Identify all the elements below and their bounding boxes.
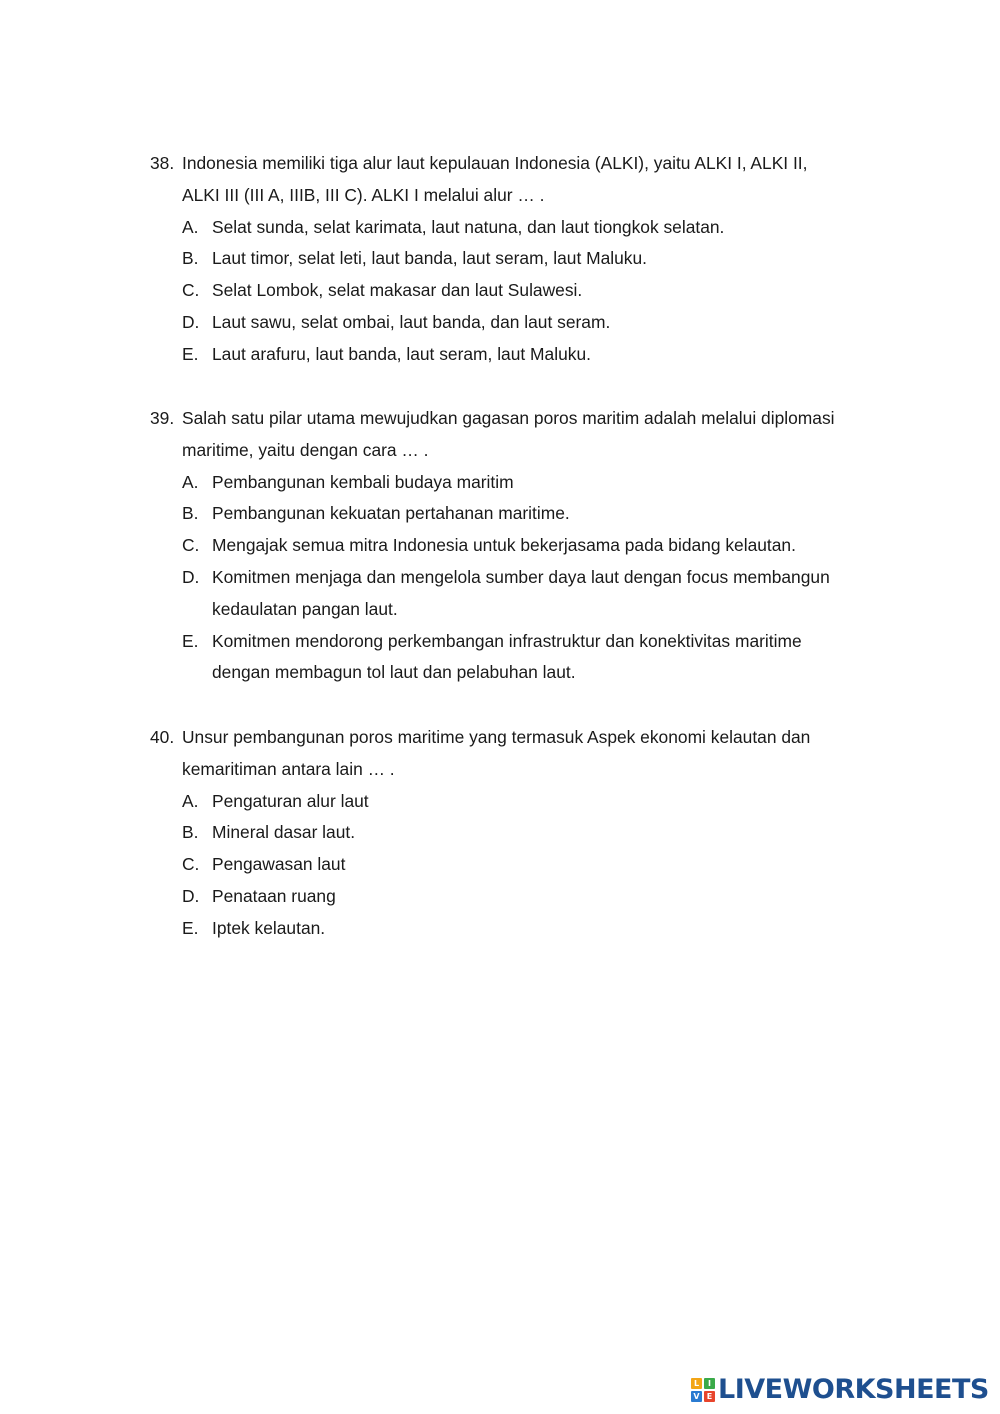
option-c[interactable]: [182, 530, 890, 562]
option-letter: C.: [182, 535, 200, 556]
option-text-line: dengan membagun tol laut dan pelabuhan laut.: [212, 662, 576, 683]
option-e[interactable]: [182, 626, 890, 690]
logo-tile-l: L: [691, 1378, 702, 1389]
option-d[interactable]: [182, 562, 890, 626]
option-letter: D.: [182, 566, 200, 587]
option-a[interactable]: [182, 786, 890, 818]
option-letter: E.: [182, 630, 199, 651]
option-letter: B.: [182, 822, 199, 843]
option-text: Pengawasan laut: [212, 854, 346, 875]
question-number: 39.: [150, 408, 175, 428]
option-letter: A.: [182, 790, 199, 811]
option-text: Selat Lombok, selat makasar dan laut Sulawesi.: [212, 280, 583, 301]
option-letter: E.: [182, 917, 199, 938]
option-text: Pengaturan alur laut: [212, 790, 369, 811]
option-b[interactable]: [182, 243, 890, 275]
option-text: [212, 626, 890, 690]
question-text-line: ALKI III (III A, IIIB, III C). ALKI I melalui alur … .: [182, 184, 545, 205]
option-text: Mengajak semua mitra Indonesia untuk bekerjasama pada bidang kelautan.: [212, 535, 796, 556]
option-text-line: Komitmen menjaga dan mengelola sumber daya laut dengan focus membangun: [212, 566, 830, 587]
question-text-line: kemaritiman antara lain … .: [182, 758, 395, 779]
logo-tile-e: E: [704, 1391, 715, 1402]
option-text: Pembangunan kekuatan pertahanan maritime.: [212, 503, 570, 524]
question-text-line: Salah satu pilar utama mewujudkan gagasan poros maritim adalah melalui diplomasi: [182, 408, 835, 428]
option-c[interactable]: [182, 849, 890, 881]
question-text-line: maritime, yaitu dengan cara … .: [182, 439, 429, 460]
option-c[interactable]: [182, 275, 890, 307]
option-b[interactable]: [182, 817, 890, 849]
option-text: Pembangunan kembali budaya maritim: [212, 471, 514, 492]
option-letter: D.: [182, 311, 200, 332]
option-text: Iptek kelautan.: [212, 917, 326, 938]
logo-tile-v: V: [691, 1391, 702, 1402]
question-number: 40.: [150, 727, 175, 747]
option-letter: C.: [182, 280, 200, 301]
option-letter: A.: [182, 216, 199, 237]
question-40: [150, 722, 890, 945]
logo-tile-i: I: [704, 1378, 715, 1389]
question-stem: [150, 403, 890, 467]
option-text: Laut arafuru, laut banda, laut seram, laut Maluku.: [212, 343, 591, 364]
option-text-line: kedaulatan pangan laut.: [212, 598, 398, 619]
option-letter: A.: [182, 471, 199, 492]
liveworksheets-logo-text: LIVEWORKSHEETS: [718, 1374, 989, 1405]
option-letter: B.: [182, 503, 199, 524]
question-number: 38.: [150, 153, 175, 173]
option-letter: B.: [182, 248, 199, 269]
answer-options: [150, 467, 890, 690]
option-d[interactable]: [182, 307, 890, 339]
option-letter: D.: [182, 885, 200, 906]
option-b[interactable]: [182, 498, 890, 530]
option-e[interactable]: [182, 913, 890, 945]
option-a[interactable]: [182, 467, 890, 499]
question-text: [182, 403, 890, 467]
option-text: [212, 562, 890, 626]
liveworksheets-logo[interactable]: [691, 1374, 989, 1406]
question-text: [182, 148, 890, 212]
option-text: Laut timor, selat leti, laut banda, laut seram, laut Maluku.: [212, 248, 647, 269]
option-e[interactable]: [182, 339, 890, 371]
question-text-line: Unsur pembangunan poros maritime yang termasuk Aspek ekonomi kelautan dan: [182, 727, 811, 747]
option-letter: E.: [182, 343, 199, 364]
option-a[interactable]: [182, 212, 890, 244]
option-text: Penataan ruang: [212, 885, 336, 906]
option-text: Laut sawu, selat ombai, laut banda, dan laut seram.: [212, 311, 611, 332]
option-letter: C.: [182, 854, 200, 875]
option-d[interactable]: [182, 881, 890, 913]
question-stem: [150, 722, 890, 786]
question-text: [182, 722, 890, 786]
option-text-line: Komitmen mendorong perkembangan infrastruktur dan konektivitas maritime: [212, 630, 802, 651]
question-38: [150, 148, 890, 371]
question-39: [150, 403, 890, 689]
answer-options: [150, 212, 890, 371]
question-stem: [150, 148, 890, 212]
option-text: Mineral dasar laut.: [212, 822, 356, 843]
question-text-line: Indonesia memiliki tiga alur laut kepulauan Indonesia (ALKI), yaitu ALKI I, ALKI II,: [182, 153, 808, 173]
option-text: Selat sunda, selat karimata, laut natuna, dan laut tiongkok selatan.: [212, 216, 725, 237]
liveworksheets-logo-icon: [691, 1378, 715, 1402]
answer-options: [150, 786, 890, 945]
